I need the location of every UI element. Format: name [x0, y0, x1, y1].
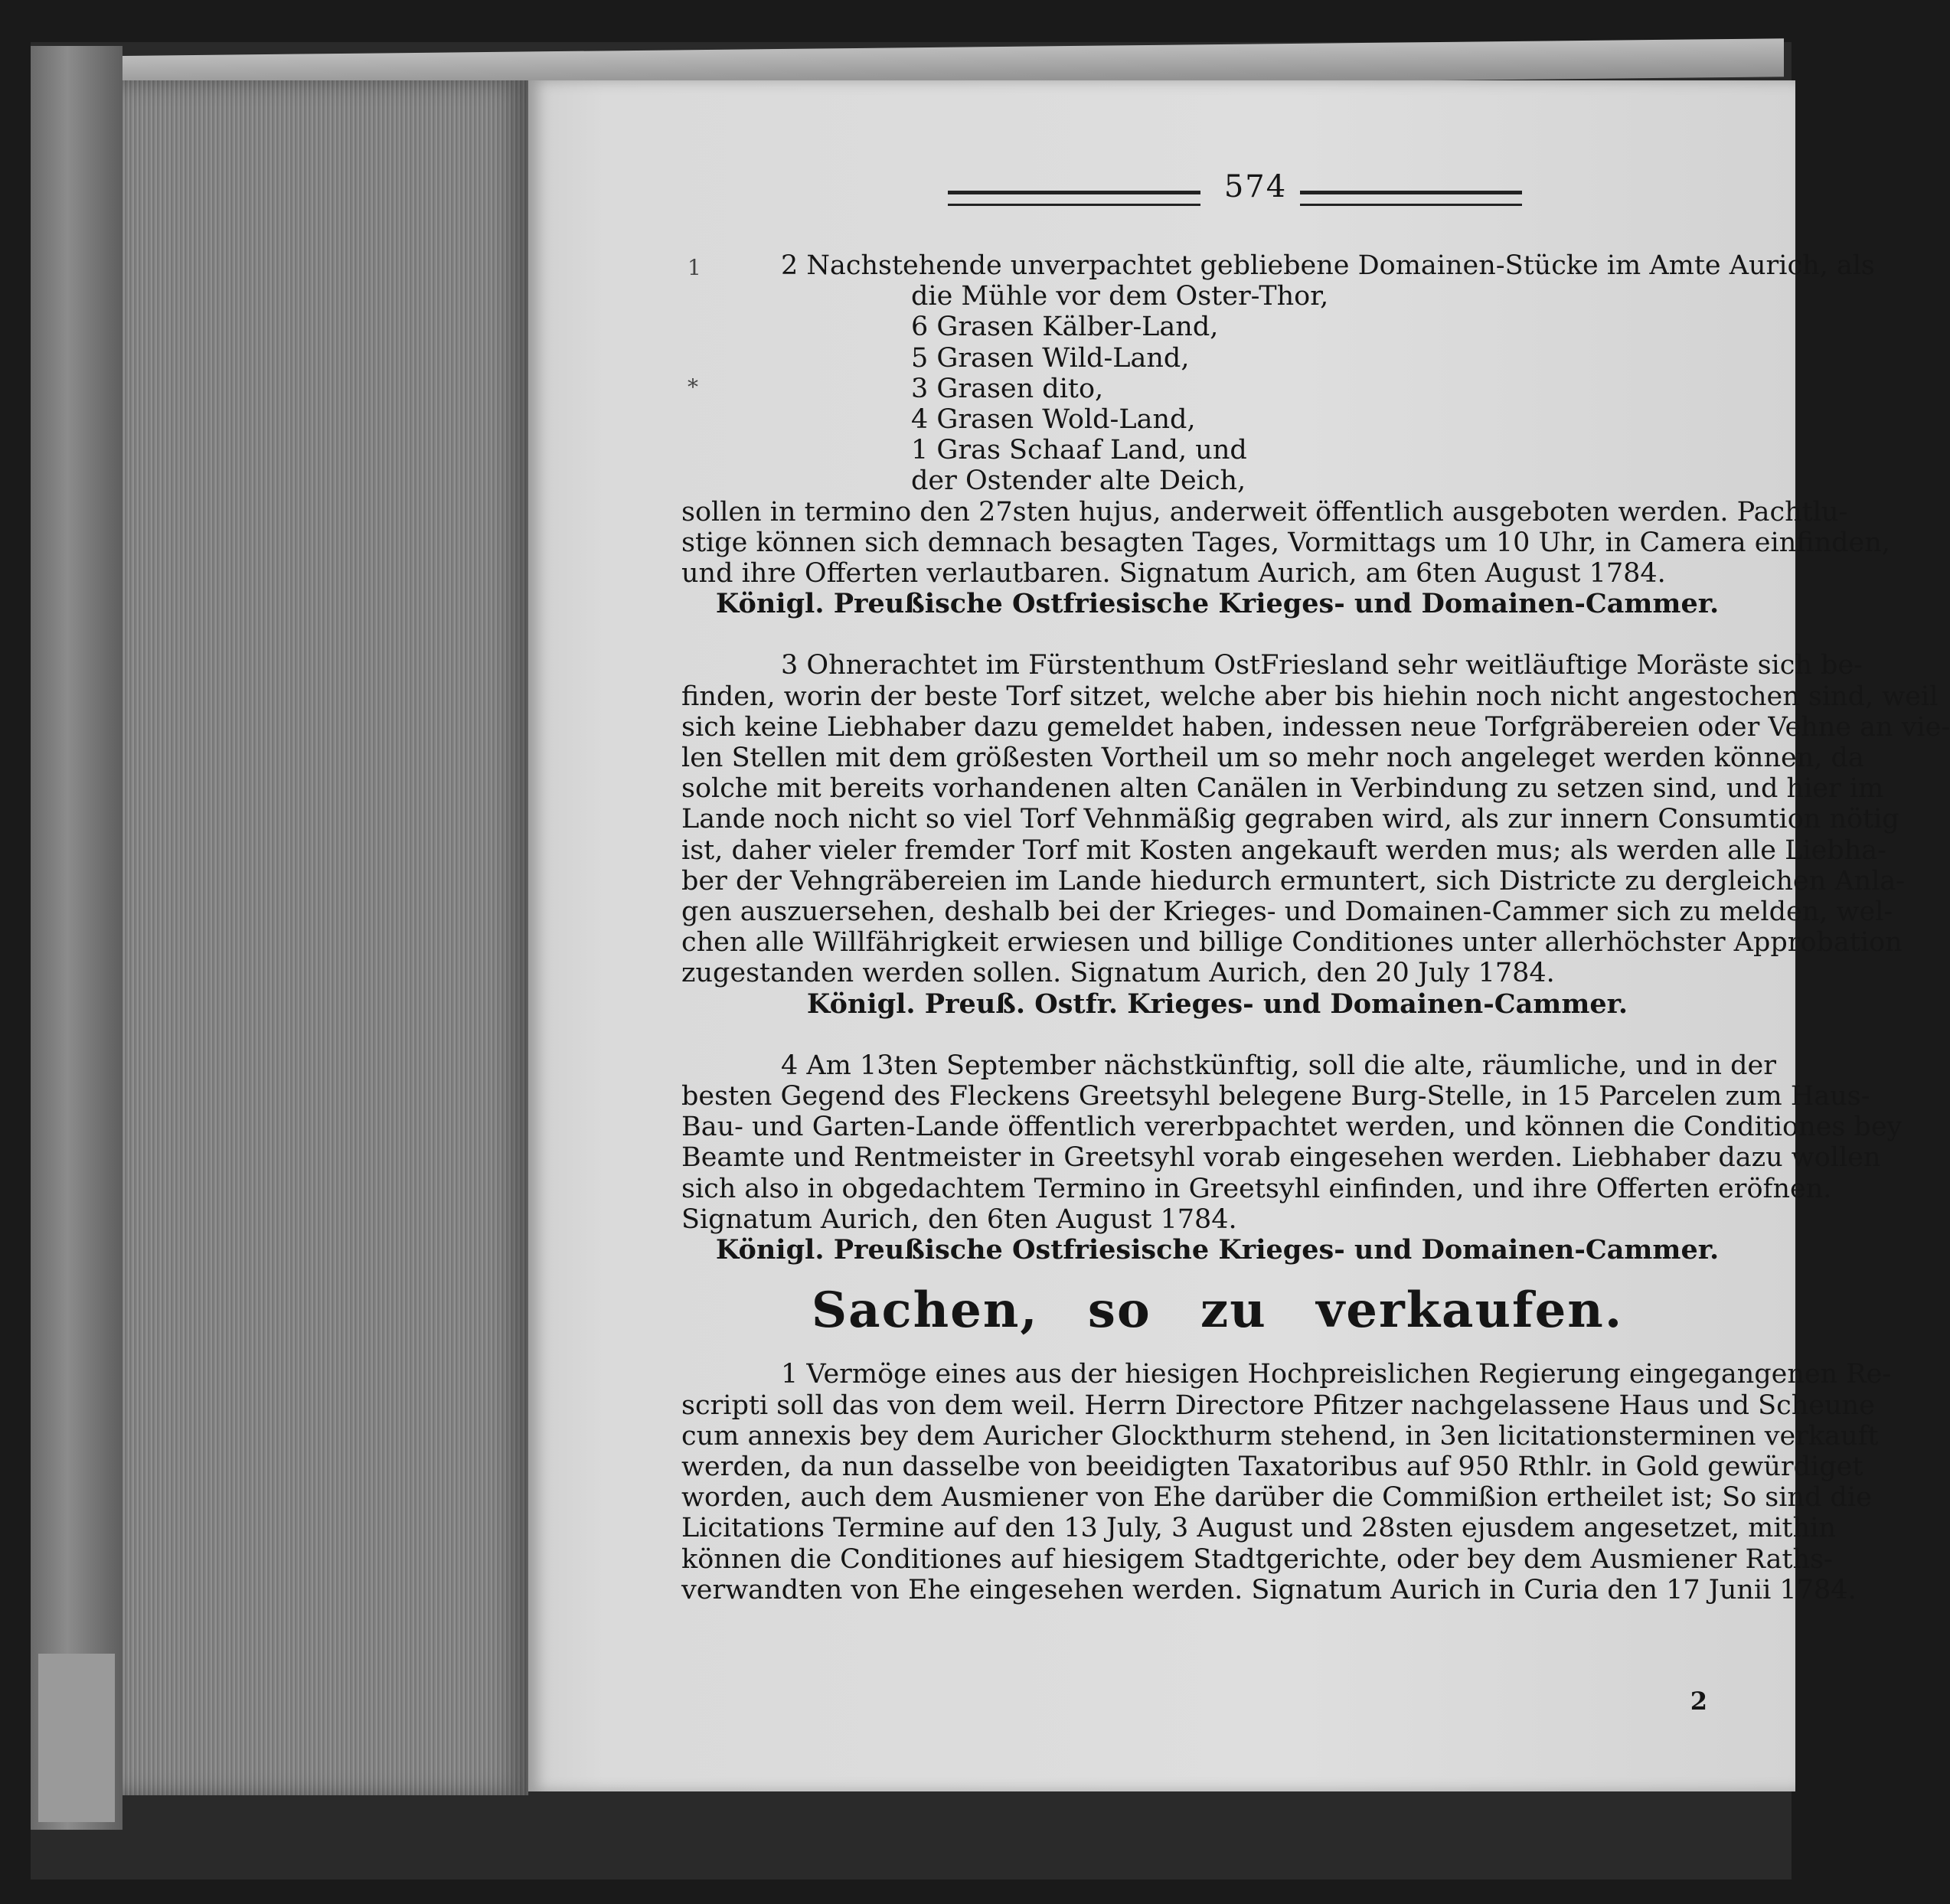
section-3-line: zugestanden werden sollen. Signatum Aurich, den 20 July 1784. — [681, 958, 1555, 989]
sale-1-line: scripti soll das von dem weil. Herrn Directore Pfitzer nachgelassene Haus und Scheune — [681, 1390, 1875, 1421]
section-2-body-line: und ihre Offerten verlautbaren. Signatum Aurich, am 6ten August 1784. — [681, 558, 1666, 589]
list-item: 6 Grasen Kälber-Land, — [911, 312, 1219, 343]
section-2-signoff: Königl. Preußische Ostfriesische Krieges- und Domainen-Cammer. — [715, 588, 1720, 620]
sale-1-line: Licitations Termine auf den 13 July, 3 August und 28sten ejusdem angesetzet, mithin — [681, 1513, 1836, 1544]
section-2-lead: 2 Nachstehende unverpachtet gebliebene Domainen-Stücke im Amte Aurich, als — [781, 250, 1875, 281]
header-rule-left — [948, 191, 1200, 206]
section-2-body-line: stige können sich demnach besagten Tages, Vormittags um 10 Uhr, in Camera einfinden, — [681, 527, 1890, 558]
section-4-line: 4 Am 13ten September nächstkünftig, soll die alte, räumliche, und in der — [781, 1050, 1776, 1081]
section-3-line: gen auszuersehen, deshalb bei der Krieges- und Domainen-Cammer sich zu melden, wel- — [681, 896, 1893, 928]
book-cover-spine — [31, 46, 122, 1830]
sale-1-line: können die Conditiones auf hiesigem Stadtgerichte, oder bey dem Ausmiener Raths- — [681, 1543, 1833, 1575]
section-4-signoff: Königl. Preußische Ostfriesische Krieges- und Domainen-Cammer. — [715, 1234, 1720, 1266]
section-3-line: ist, daher vieler fremder Torf mit Kosten angekauft werden mus; als werden alle Liebha- — [681, 834, 1886, 866]
sale-1-line: 1 Vermöge eines aus der hiesigen Hochpreislichen Regierung eingegangenen Re- — [781, 1359, 1892, 1390]
sale-1-line: cum annexis bey dem Auricher Glockthurm stehend, in 3en licitationsterminen verkauft — [681, 1420, 1879, 1452]
section-heading: Sachen, so zu verkaufen. — [811, 1282, 1624, 1340]
section-3-signoff: Königl. Preuß. Ostfr. Krieges- und Domainen-Cammer. — [806, 988, 1628, 1020]
section-4-line: besten Gegend des Fleckens Greetsyhl belegene Burg-Stelle, in 15 Parcelen zum Haus- — [681, 1081, 1870, 1112]
section-2-body-line: sollen in termino den 27sten hujus, anderweit öffentlich ausgeboten werden. Pachtlu- — [681, 496, 1848, 527]
list-item: 4 Grasen Wold-Land, — [911, 404, 1196, 436]
page-header — [528, 166, 1795, 220]
page-number: 574 — [1223, 169, 1288, 204]
section-3-line: 3 Ohnerachtet im Fürstenthum OstFriesland sehr weitläuftige Moräste sich be- — [781, 650, 1863, 681]
list-item: 5 Grasen Wild-Land, — [911, 342, 1190, 374]
section-4-line: Signatum Aurich, den 6ten August 1784. — [681, 1203, 1237, 1235]
section-4-line: Bau- und Garten-Lande öffentlich vererbpachtet werden, und können die Conditiones bey — [681, 1112, 1903, 1143]
margin-mark: * — [688, 374, 698, 400]
section-3-line: ber der Vehngräbereien im Lande hiedurch ermuntert, sich Districte zu dergleichen Anla- — [681, 865, 1906, 896]
section-3-line: sich keine Liebhaber dazu gemeldet haben, indessen neue Torfgräbereien oder Vehne an vie- — [681, 711, 1950, 743]
printed-page — [528, 80, 1950, 1791]
list-item: 3 Grasen dito, — [911, 373, 1104, 404]
page-edges — [122, 80, 528, 1795]
page-text — [681, 250, 1950, 1605]
section-4-line: Beamte und Rentmeister in Greetsyhl vorab eingesehen werden. Liebhaber dazu wollen — [681, 1142, 1881, 1174]
header-rule-right — [1300, 191, 1522, 206]
list-item: 1 Gras Schaaf Land, und — [911, 435, 1247, 466]
section-3-line: finden, worin der beste Torf sitzet, welche aber bis hiehin noch nicht angestochen sind, weil — [681, 681, 1939, 712]
margin-mark: 1 — [688, 255, 701, 280]
section-3-line: chen alle Willfährigkeit erwiesen und billige Conditiones unter allerhöchster Approbation — [681, 927, 1903, 959]
section-4-line: sich also in obgedachtem Termino in Greetsyhl einfinden, und ihre Offerten eröfnen. — [681, 1173, 1832, 1204]
section-3-line: len Stellen mit dem größesten Vortheil um so mehr noch angeleget werden können, da — [681, 743, 1864, 774]
catchword: 2 — [1690, 1687, 1707, 1716]
section-3-line: solche mit bereits vorhandenen alten Canälen in Verbindung zu setzen sind, und hier im — [681, 773, 1884, 805]
sale-1-line: werden, da nun dasselbe von beeidigten Taxatoribus auf 950 Rthlr. in Gold gewürdiget — [681, 1451, 1863, 1482]
section-3-line: Lande noch nicht so viel Torf Vehnmäßig gegraben wird, als zur innern Consumtion nötig — [681, 804, 1899, 835]
sale-1-line: worden, auch dem Ausmiener von Ehe darüber die Commißion ertheilet ist; So sind die — [681, 1482, 1872, 1514]
list-item: der Ostender alte Deich, — [911, 465, 1246, 497]
list-item: die Mühle vor dem Oster-Thor, — [911, 281, 1329, 312]
sale-1-line: verwandten von Ehe eingesehen werden. Signatum Aurich in Curia den 17 Junii 1784. — [681, 1574, 1857, 1605]
